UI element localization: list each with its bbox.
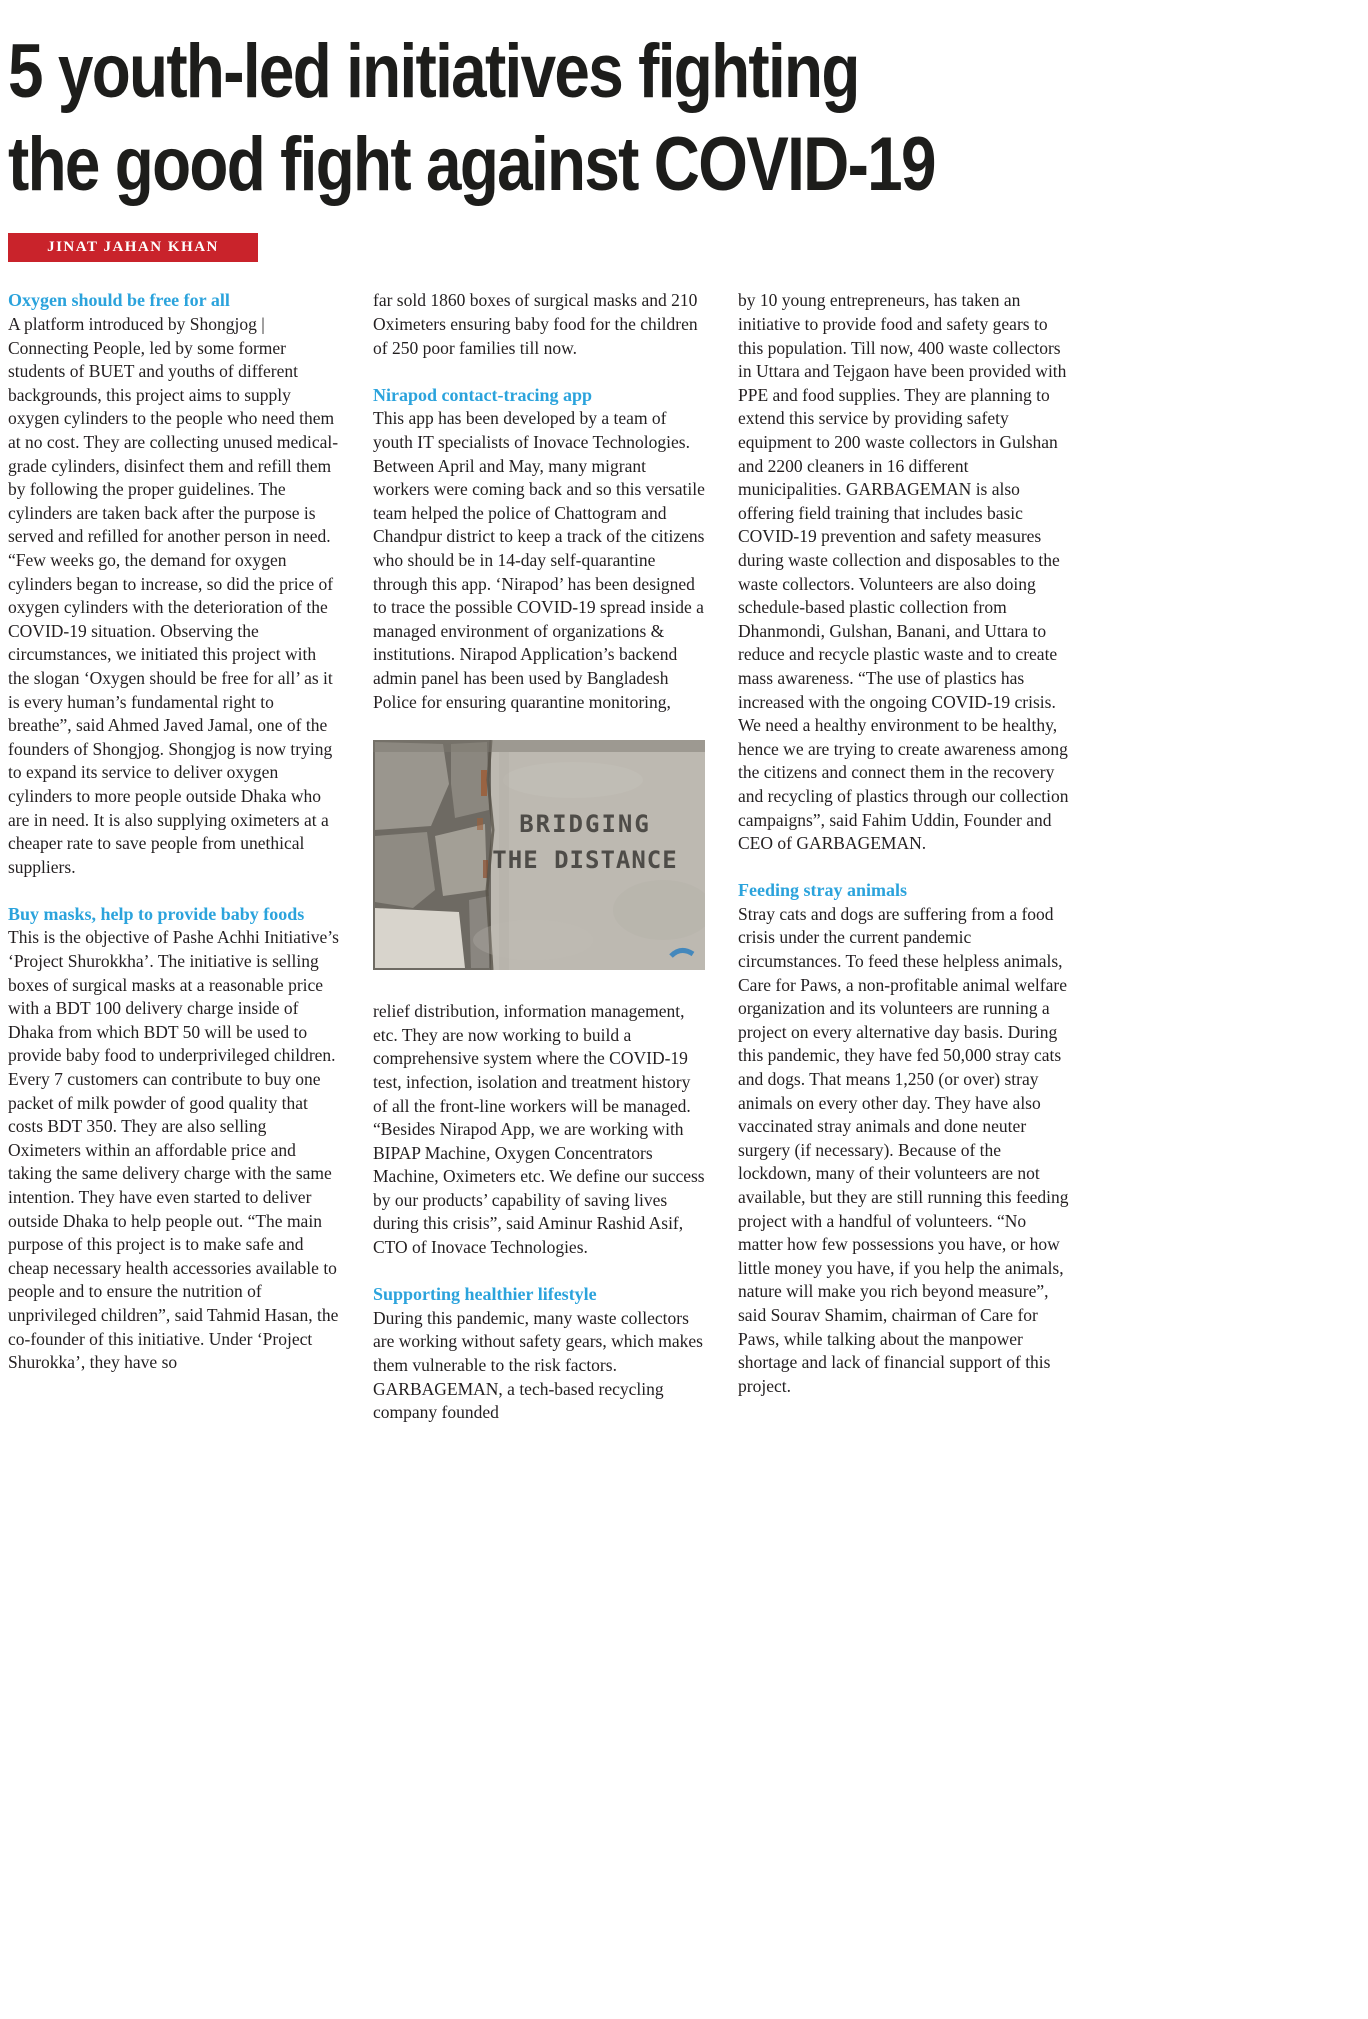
paragraph-lifestyle: During this pandemic, many waste collectors are working without safety gears, which makes them vulnerable to the risk factors. GARBAGEMAN, a tech-based recycling company founded [373, 1307, 703, 1423]
paragraph-nirapod-2: relief distribution, information management, etc. They are now working to build a comprehensive system where the COVID-19 test, infection, isolation and treatment history of all the front-line workers will be managed. “Besides Nirapod App, we are working with BIPAP Machine, Oxygen Concentrators Machine, Oximeters etc. We define our success by our products’ capability of saving lives during this crisis”, said Aminur Rashid Asif, CTO of Inovace Technologies. [373, 1001, 705, 1258]
article-columns [8, 289, 1075, 1424]
column-2 [373, 289, 705, 1424]
article-headline [8, 26, 935, 211]
section-heading-nirapod: Nirapod contact-tracing app [373, 384, 592, 405]
byline-badge [8, 233, 258, 262]
paragraph-lifestyle-continued: by 10 young entrepreneurs, has taken an initiative to provide food and safety gears to this population. Till now, 400 waste collectors in Uttara and Tejgaon have been provided with PPE and food supplies. They are planning to extend this service by providing safety equipment to 200 waste collectors in Gulshan and 2200 cleaners in 16 different municipalities. GARBAGEMAN is also offering field training that includes basic COVID-19 prevention and safety measures during waste collection and disposables to the waste collectors. Volunteers are also doing schedule-based plastic collection from Dhanmondi, Gulshan, Banani, and Uttara to reduce and recycle plastic waste and to create mass awareness. “The use of plastics has increased with the ongoing COVID-19 crisis. We need a healthy environment to be healthy, hence we are trying to create awareness among the citizens and connect them in the recovery and recycling of plastics through our collection campaigns”, said Fahim Uddin, Founder and CEO of GARBAGEMAN. [738, 290, 1069, 854]
headline-line-1: 5 youth-led initiatives fighting [8, 29, 859, 114]
headline-line-2: the good fight against COVID-19 [8, 121, 935, 207]
paragraph-masks-continued: far sold 1860 boxes of surgical masks and 210 Oximeters ensuring baby food for the children of 250 poor families till now. [373, 290, 698, 358]
stone-wall-left [373, 740, 491, 970]
wall-stencil-photo-svg [373, 740, 705, 970]
section-heading-masks: Buy masks, help to provide baby foods [8, 903, 305, 924]
paragraph-masks: This is the objective of Pashe Achhi Initiative’s ‘Project Shurokkha’. The initiative is selling boxes of surgical masks at a reasonable price with a BDT 100 delivery charge inside of Dhaka from which BDT 50 will be used to provide baby food to underprivileged children. Every 7 customers can contribute to buy one packet of milk powder of good quality that costs BDT 350. They are also selling Oximeters within an affordable price and taking the same delivery charge with the same intention. They have even started to deliver outside Dhaka to help people out. “The main purpose of this project is to make safe and cheap necessary health accessories available to people and to ensure the nutrition of unprivileged children”, said Tahmid Hasan, the co-founder of this initiative. Under ‘Project Shurokka’, they have so [8, 927, 339, 1373]
section-heading-animals: Feeding stray animals [738, 880, 907, 901]
byline-text: JINAT JAHAN KHAN [47, 239, 219, 256]
article-photo [373, 740, 705, 970]
column-3 [738, 289, 1070, 1424]
stencil-line-1: BRIDGING [519, 810, 651, 839]
stencil-line-2: THE DISTANCE [492, 846, 678, 875]
paragraph-animals: Stray cats and dogs are suffering from a food crisis under the current pandemic circumstances. To feed these helpless animals, Care for Paws, a non-profitable animal welfare organization and its volunteers are running a project on every alternative day basis. During this pandemic, they have fed 50,000 stray cats and dogs. That means 1,250 (or over) stray animals on every other day. They have also vaccinated stray animals and done neuter surgery (if necessary). Because of the lockdown, many of their volunteers are not available, but they are still running this feeding project with a handful of volunteers. “No matter how few possessions you have, or how little money you have, if you help the animals, nature will make you rich beyond measure”, said Sourav Shamim, chairman of Care for Paws, while talking about the manpower shortage and lack of financial support of this project. [738, 903, 1069, 1396]
section-heading-lifestyle: Supporting healthier lifestyle [373, 1284, 597, 1305]
paragraph-oxygen: A platform introduced by Shongjog | Connecting People, led by some former students of BUET and youths of different backgrounds, this project aims to supply oxygen cylinders to the people who need them at no cost. They are collecting unused medical-grade cylinders, disinfect them and refill them by following the proper guidelines. The cylinders are taken back after the purpose is served and refilled for another person in need. “Few weeks go, the demand for oxygen cylinders began to increase, so did the price of oxygen cylinders with the deterioration of the COVID-19 situation. Observing the circumstances, we initiated this project with the slogan ‘Oxygen should be free for all’ as it is every human’s fundamental right to breathe”, said Ahmed Javed Jamal, one of the founders of Shongjog. Shongjog is now trying to expand its service to deliver oxygen cylinders to more people outside Dhaka who are in need. It is also supplying oximeters at a cheaper rate to save people from unethical suppliers. [8, 314, 339, 877]
paragraph-nirapod-1: This app has been developed by a team of youth IT specialists of Inovace Technologies. Between April and May, many migrant workers were coming back and so this versatile team helped the police of Chattogram and Chandpur district to keep a track of the citizens who should be in 14-day self-quarantine through this app. ‘Nirapod’ has been designed to trace the possible COVID-19 spread inside a managed environment of organizations & institutions. Nirapod Application’s backend admin panel has been used by Bangladesh Police for ensuring quarantine monitoring, [373, 408, 705, 712]
section-heading-oxygen: Oxygen should be free for all [8, 290, 230, 311]
column-1 [8, 289, 340, 1424]
